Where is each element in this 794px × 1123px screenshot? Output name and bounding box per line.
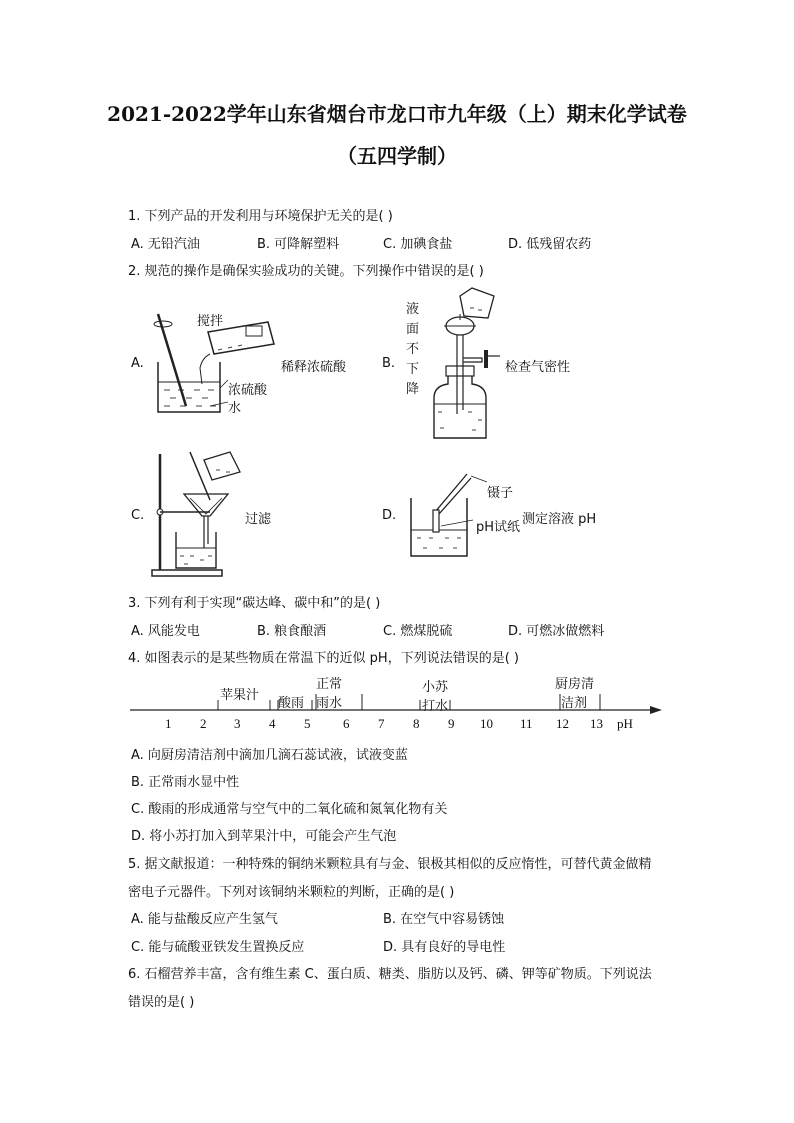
ph-tick-6: 6 <box>343 716 350 731</box>
q4-option-a[interactable]: A. 向厨房清洁剂中滴加几滴石蕊试液，试液变蓝 <box>131 748 408 763</box>
q2d-paper-label: pH试纸 <box>476 520 521 535</box>
q2a-stir-label: 搅拌 <box>197 314 224 329</box>
q2b-vertical-2: 面 <box>406 322 420 337</box>
q3-option-b[interactable]: B. 粮食酿酒 <box>257 624 327 639</box>
q2-option-b-letter[interactable]: B. <box>382 356 396 371</box>
ph-tick-4: 4 <box>269 716 276 731</box>
q5-option-a[interactable]: A. 能与盐酸反应产生氢气 <box>131 912 278 927</box>
ph-label-apple: 苹果汁 <box>220 688 260 703</box>
ph-label-soda-1: 小苏 <box>422 680 449 695</box>
question-2-stem: 2. 规范的操作是确保实验成功的关键。下列操作中错误的是( ) <box>128 264 484 279</box>
ph-tick-3: 3 <box>234 716 241 731</box>
q2b-vertical-4: 下 <box>406 362 420 377</box>
q2d-apparatus-diagram <box>405 470 495 562</box>
ph-label-cleaner-1: 厨房清 <box>555 677 595 692</box>
q4-option-b[interactable]: B. 正常雨水显中性 <box>131 775 240 790</box>
q4-option-c[interactable]: C. 酸雨的形成通常与空气中的二氧化硫和氮氧化物有关 <box>131 802 448 817</box>
question-5-stem-line2: 密电子元器件。下列对该铜纳米颗粒的判断，正确的是( ) <box>128 885 455 900</box>
ph-label-cleaner-2: 洁剂 <box>561 696 588 711</box>
q5-option-d[interactable]: D. 具有良好的导电性 <box>383 940 506 955</box>
question-4-stem: 4. 如图表示的是某些物质在常温下的近似 pH，下列说法错误的是( ) <box>128 651 519 666</box>
q5-option-b[interactable]: B. 在空气中容易锈蚀 <box>383 912 505 927</box>
ph-tick-11: 11 <box>520 716 533 731</box>
q2b-vertical-3: 不 <box>406 342 420 357</box>
q2a-water-label: 水 <box>228 401 242 416</box>
q1-option-b[interactable]: B. 可降解塑料 <box>257 237 340 252</box>
question-5-stem-line1: 5. 据文献报道：一种特殊的铜纳米颗粒具有与金、银极其相似的反应惰性，可替代黄金做精 <box>128 857 652 872</box>
q2-option-d-letter[interactable]: D. <box>382 508 397 523</box>
ph-tick-7: 7 <box>378 716 385 731</box>
stir-arrow <box>154 321 172 327</box>
q2a-dilute-label: 稀释浓硫酸 <box>281 360 347 375</box>
ph-label-acid-rain: 酸雨 <box>278 696 305 711</box>
q2d-label: 测定溶液 pH <box>522 512 597 527</box>
q2c-apparatus-diagram <box>150 448 250 578</box>
q2b-label: 检查气密性 <box>505 360 571 375</box>
q1-option-c[interactable]: C. 加碘食盐 <box>383 237 453 252</box>
q2b-vertical-1: 液 <box>406 302 420 317</box>
ph-tick-2: 2 <box>200 716 207 731</box>
exam-subtitle: （五四学制） <box>337 144 457 168</box>
question-3-stem: 3. 下列有利于实现“碳达峰、碳中和”的是( ) <box>128 596 381 611</box>
q2-option-c-letter[interactable]: C. <box>131 508 145 523</box>
q5-option-c[interactable]: C. 能与硫酸亚铁发生置换反应 <box>131 940 305 955</box>
question-1-stem: 1. 下列产品的开发利用与环境保护无关的是( ) <box>128 209 393 224</box>
q3-option-a[interactable]: A. 风能发电 <box>131 624 200 639</box>
q2c-label: 过滤 <box>245 512 272 527</box>
q2b-apparatus-diagram <box>424 286 504 441</box>
ph-tick-12: 12 <box>556 716 569 731</box>
ph-tick-5: 5 <box>304 716 311 731</box>
q3-option-d[interactable]: D. 可燃冰做燃料 <box>508 624 605 639</box>
ph-tick-10: 10 <box>480 716 493 731</box>
exam-title: 2021-2022学年山东省烟台市龙口市九年级（上）期末化学试卷 <box>107 102 687 126</box>
q3-option-c[interactable]: C. 燃煤脱硫 <box>383 624 453 639</box>
ph-label-soda-2: 打水 <box>422 699 449 714</box>
beaker-outline <box>158 362 220 412</box>
ph-tick-13: 13 <box>590 716 603 731</box>
q2b-vertical-5: 降 <box>406 382 420 397</box>
q2a-apparatus-diagram <box>150 310 290 420</box>
q4-option-d[interactable]: D. 将小苏打加入到苹果汁中，可能会产生气泡 <box>131 829 397 844</box>
question-6-stem-line2: 错误的是( ) <box>128 995 195 1010</box>
ph-tick-8: 8 <box>413 716 420 731</box>
q2d-tweezers-label: 镊子 <box>487 486 514 501</box>
ph-axis-unit: pH <box>617 716 633 731</box>
axis-arrow <box>650 706 662 714</box>
ph-scale-axis <box>130 686 670 710</box>
q2-option-a-letter[interactable]: A. <box>131 356 144 371</box>
ph-label-normal-rain-1: 正常 <box>316 677 343 692</box>
acid-bottle <box>208 322 274 354</box>
ph-label-normal-rain-2: 雨水 <box>316 696 343 711</box>
q1-option-d[interactable]: D. 低残留农药 <box>508 237 592 252</box>
glass-rod <box>158 314 186 406</box>
ph-tick-9: 9 <box>448 716 455 731</box>
ph-tick-1: 1 <box>165 716 172 731</box>
q2a-conc-acid-label: 浓硫酸 <box>228 383 268 398</box>
question-6-stem-line1: 6. 石榴营养丰富，含有维生素 C、蛋白质、糖类、脂肪以及钙、磷、钾等矿物质。下列说法 <box>128 967 652 982</box>
q1-option-a[interactable]: A. 无铅汽油 <box>131 237 200 252</box>
